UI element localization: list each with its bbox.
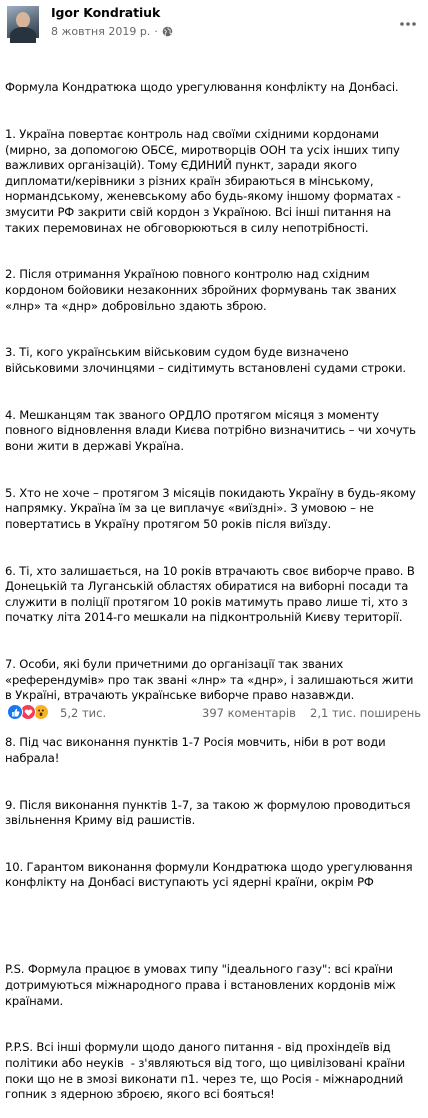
post-paragraph: 3. Ті, кого українським військовим судом буде визначено військовими злочинцями – сидітимуть встановлені судами строки. bbox=[5, 345, 406, 375]
post-paragraph: 9. Після виконання пунктів 1-7, за такою ж формулою проводиться звільнення Криму від рашистів. bbox=[5, 797, 414, 828]
reaction-count[interactable]: 5,2 тис. bbox=[60, 706, 107, 720]
post-footer bbox=[0, 704, 428, 726]
post-paragraph: 5. Хто не хоче – протягом 3 місяців покидають Україну в будь-якому напрямку. Україна їм за це виплачує «виїздні». З умовою – не повертатись в Україну протягом 50 років після виїзду. bbox=[5, 485, 420, 531]
shares-count[interactable]: 2,1 тис. поширень bbox=[310, 706, 421, 720]
author-name[interactable]: Igor Kondratiuk bbox=[51, 5, 161, 20]
like-icon bbox=[7, 704, 23, 720]
meta-separator: · bbox=[154, 25, 158, 38]
reaction-icons[interactable] bbox=[7, 704, 46, 720]
avatar[interactable] bbox=[7, 6, 39, 38]
globe-icon[interactable] bbox=[162, 26, 173, 37]
comments-count[interactable]: 397 коментарів bbox=[202, 706, 296, 720]
post-pps: P.P.S. Всі інші формули щодо даного питання - від прохіндеїв від політики або неуків - з'являються від того, що цивілізовані країни поки що не в змозі виконати п1. через те, що Росія - міжнародний гопник з ядерною зброєю, якого всі бояться! bbox=[5, 1040, 409, 1102]
post-meta bbox=[51, 25, 173, 38]
post-ps: P.S. Формула працює в умовах типу "ідеального газу": всі країни дотримуються міжнародного права і встановлених кордонів між країнами. bbox=[5, 962, 400, 1008]
post-paragraph: 8. Під час виконання пунктів 1-7 Росія мовчить, ніби в рот води набрала! bbox=[5, 735, 390, 765]
more-horizontal-icon bbox=[400, 11, 416, 30]
post-body bbox=[5, 49, 423, 1118]
post-paragraph: 4. Мешканцям так званого ОРДЛО протягом місяця з моменту повного відновлення влади Києва потрібно визначитись – чи хочуть вони жити в державі Україна. bbox=[5, 407, 420, 453]
post-paragraph: Формула Кондратюка щодо урегулювання конфлікту на Донбасі. bbox=[5, 80, 399, 95]
post-paragraph: 1. Україна повертає контроль над своїми східними кордонами (мирно, за допомогою ОБСЄ, миротворців ООН та усіх інших типу важливих організацій). Тому ЄДИНИЙ пункт, заради якого дипломати/керівники з різних країн збираються в мінському, нормандському, женевському або будь-якому іншому форматах - змусити РФ закрити свій кордон з Україною. Всі інші питання на таких перемовинах не обговорюються в силу непотрібності. bbox=[5, 126, 405, 235]
post-header bbox=[0, 0, 428, 44]
post-paragraph: 10. Гарантом виконання формули Кондратюка щодо урегулювання конфлікту на Донбасі виступають усі ядерні країни, окрім РФ bbox=[5, 859, 416, 890]
post-paragraph: 7. Особи, які були причетними до організації так званих «референдумів» про так звані «лнр» та «днр», і залишаються жити в Україні, втрачають українське виборче право назавжди. bbox=[5, 657, 417, 703]
post-paragraph: 2. Після отримання Україною повного контролю над східним кордоном бойовики незаконних збройних формувань так званих «лнр» та «днр» добровільно здають зброю. bbox=[5, 267, 400, 313]
post-paragraph: 6. Ті, хто залишається, на 10 років втрачають своє виборче право. В Донецькій та Луганській областях обиратися на виборні посади та служити в поліції протягом 10 років матимуть право лише ті, хто з початку літа 2014-го мешкали на підконтрольній Києву території. bbox=[5, 563, 419, 625]
more-options-button[interactable] bbox=[397, 9, 419, 31]
post-date[interactable]: 8 жовтня 2019 р. bbox=[51, 25, 151, 38]
